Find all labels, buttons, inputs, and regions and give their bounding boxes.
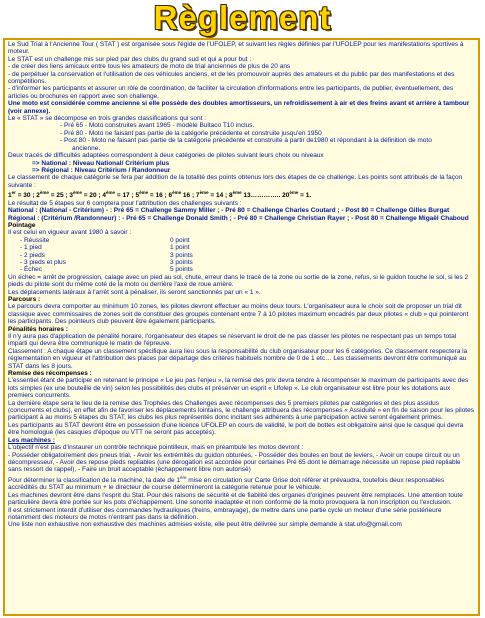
penalty-value: 5 points [170,266,193,274]
penalty-value: 0 point [170,236,190,244]
rules-paragraph: Deux tracés de difficultés adaptées correspondent à deux catégories de pilotes suivant leurs choix ou niveaux [8,152,324,160]
rules-paragraph: Une moto est considérée comme ancienne si elle possède des doubles amortisseurs, un refroidissement à air et des freins avant et arrière à tambour (voir annexe). [8,100,470,115]
rules-paragraph: Régional : (Critérium /Randonneur) : - Pré 65 = Challenge Donald Smith ; - Pré 80 = Challenge Christian Rayer ; - Post 80 = Challenge Migaël Chaboud [8,214,469,222]
penalty-label: - 3 pieds et plus [20,258,66,266]
rules-paragraph: Les déplacements latéraux à l'arrêt sont à pénaliser, ils seront sanctionnés par un « 1 ». [8,288,261,296]
rules-paragraph: - Pré 65 - Moto construites avant 1965 - modèle Bultaco T10 inclus. [60,122,255,130]
rules-paragraph: Parcours : [8,295,41,303]
rules-paragraph: Remise des récompenses : [8,370,92,378]
rules-paragraph: Les participants au STAT devront être en possession d'une licence UFOLEP en cours de validité, le port de bottes est obligatoire ainsi que le casque qui devra être homologué (les casques d'époque ou VTT ne seront pas acceptés). [8,421,464,437]
rules-paragraph: Pour déterminer la classification de la machine, la date de 1ère mise en circulation sur Carte Grise doit référer et prévaudra, toutefois deux responsables accrédités du STAT au minimum + le directeur de course détermineront la catégorie retenue pour le véhicule. [8,474,445,492]
rules-frame [3,38,480,616]
rules-paragraph: Le parcours devra comporter au minimum 10 zones, les pilotes devront effectuer au moins deux tours. L'organisateur aura le choix soit de proposer un trial dit classique avec commissaires de zones soit de constituer des groupes contenant entre 7 à 10 pilotes maximum encadrés par deux pilotes « club » qui pointeront les participants. Des pointeurs club peuvent être également participants. [8,303,469,326]
penalty-label: - 2 pieds [20,251,45,259]
rules-section-1 [8,41,475,237]
rules-paragraph: ancienne. [72,144,101,152]
rules-paragraph: Une liste non exhaustive non exhaustive des machines admises existe, elle peut être délivrée sur simple demande à stat.ufo@gmail.com [8,521,402,529]
rules-paragraph: - d'informer les participants et assurer un rôle de coordination, de faciliter la circulation d'informations entre les participants, de publier, éventuellement, des articles ou brochures en rapport avec son challenge. [8,85,454,100]
rules-body [8,41,475,529]
penalty-label: - 1 pied [20,244,42,252]
penalty-value: 3 points [170,258,193,266]
rules-paragraph: - Posséder obligatoirement des pneus trial, - Avoir les extrémités du guidon obturées, - Posséder des boules en bout de leviers, - Avoir un coupe circuit ou un décompresseur, - Avoir des repose pieds repliables (une dérogation est accordée pour certaines Pré 65 dont le démarrage nécessite un repose pied repliable sans ressort de rappel), - Faire un bruit acceptable (échappement libre non autorisé) [8,451,461,474]
rules-paragraph: Le Sud Trial à l'Ancienne Tour ( STAT ) est organisée sous l'égide de l'UFOLEP, et suivant les règles définies par l'UFOLEP pour les manifestations sportives à moteur. [8,41,464,56]
rules-section-2 [8,274,475,529]
penalty-value: 1 point [170,244,190,252]
rules-paragraph: Les machines devront être dans l'esprit du Stat. Pour des raisons de sécurité et de fiabilité des organes d'origines peuvent être remplacés. Une attention toute particulière devra être portée sur les pots d'échappement. Une sonorité inadaptée et non conforme de la moto provoquera la non inscription ou l'exclusion. [8,491,463,507]
penalty-row [20,259,475,266]
rules-paragraph: Le « STAT » se décompose en trois grandes classifications qui sont : [8,115,206,123]
rules-paragraph: - Pré 80 - Moto ne faisant pas partie de la catégorie précédente et construite jusqu'en 1950 [60,129,322,137]
rules-paragraph: Un échec = arrêt de progression, calage avec un pied au sol, chute, erreur dans le tracé de la zone ou sortie de la zone, refus, si le guidon touche le sol, si les 2 pieds du pilote sont du même coté de la moto ou derrière l'axe de roue arrière. [8,273,469,289]
penalty-row [20,244,475,251]
penalty-label: - Réussite [20,236,50,244]
penalty-row [20,266,475,273]
rules-paragraph: Le STAT est un challenge mis sur pied par des clubs du grand sud et qui a pour but : [8,55,252,63]
rules-paragraph: Le résultat de 5 étapes sur 6 comptera pour l'attribution des challenges suivants : [8,199,242,207]
penalty-value: 3 points [170,251,193,259]
rules-paragraph: => Régional : Niveau Critérium / Randonneur [32,166,171,174]
rules-paragraph: Classement : A chaque étape un classement spécifique aura lieu sous la responsabilité du club organisateur pour les 6 catégories. Ce classement respectera la réglementation en vigueur et l'attribution des places par départage des critères habituels nombre de 0 de 1 etc… Les classements devront être communiqué au STAT dans les 8 jours. [8,347,468,370]
rules-paragraph: 1er = 30 ; 2ème = 25 ; 3ème = 20 ; 4ème = 17 ; 5ème = 16 ; 6ème 16 ; 7ème = 14 ; 8ème 13………….. 20ème = 1. [8,190,312,200]
rules-paragraph: National : (National - Critérium) - : Pré 65 = Challenge Sammy Miller ; - Pré 80 = Challenge Charles Coutard ; - Post 80 = Challenge Gilles Burgat [8,207,450,215]
rules-paragraph: L'essentiel étant de participer en retenant le principe « Le jeu pas l'enjeu », la remise des prix devra tendre à récompenser le maximum de participants avec des lots simples (ex une bouteille de vin) selon les possibilités des clubs et préserver un esprit « Ufolep ». Le club organisateur est libre pour les dotations aux premiers concurrents. [8,377,469,400]
rules-paragraph: Il n'y aura pas d'application de pénalité horaire, l'organisateur des étapes se réservant le droit de ne pas classer les pilotes ne respectant pas un temps total imparti qui devra être communiqué le matin de l'épreuve. [8,333,457,348]
rules-paragraph: => National : Niveau National/ Critérium plus [32,159,170,167]
rules-paragraph: Pointage [8,221,36,229]
rules-paragraph: Les machines : [8,436,55,444]
rules-paragraph: - de créer des liens amicaux entre tous les amateurs de moto de trial anciennes de plus de 20 ans [8,63,291,71]
rules-paragraph: Il est strictement interdit d'utiliser des commandes hydrauliques (freins, embrayage), de mettre dans une partie cycle un moteur d'une série postérieure notamment des moteurs de motos n'entrant pas dans la définition. [8,506,442,521]
rules-paragraph: - Post 80 - Moto ne faisant pas partie de la catégorie précédente et construite à partir de1980 et répondant à la définition de moto [60,137,432,145]
penalty-table [8,237,475,274]
rules-paragraph: - de perpétuer la conservation et l'utilisation de ces véhicules anciens, et de les promouvoir auprès des amateurs et du public par des manifestations et des compétitions. [8,70,455,86]
penalty-label: - Échec [20,266,43,274]
rules-paragraph: L'objectif n'est pas d'instaurer un contrôle technique pointilleux, mais en préambule les motos devront : [8,444,304,452]
rules-paragraph: Il est celui en vigueur avant 1980 à savoir : [8,229,132,237]
rules-paragraph: Pénalités horaires : [8,325,68,333]
rules-paragraph: La dernière étape sera le lieu de la remise des Trophées des Challenges avec récompenses des 5 premiers pilotes par catégories et des plus assidus (concurrents et clubs), en effet afin de favoriser les déplacements lointains, le challenge attribuera des récompenses « Assiduité » en fin de saison pour les pilotes participant à au moins 5 étapes du STAT, les clubs les plus représentés donc incitant ses adhérents à une participation active seront également primés. [8,399,474,422]
page-title: Règlement [153,0,332,36]
penalty-row [20,237,475,244]
penalty-row [20,252,475,259]
rules-paragraph: Le classement de chaque catégorie se fera par addition de la totalité des points obtenus lors des étapes de ce challenge. Les points sont attribués de la façon suivante : [8,174,463,189]
header [0,0,485,36]
